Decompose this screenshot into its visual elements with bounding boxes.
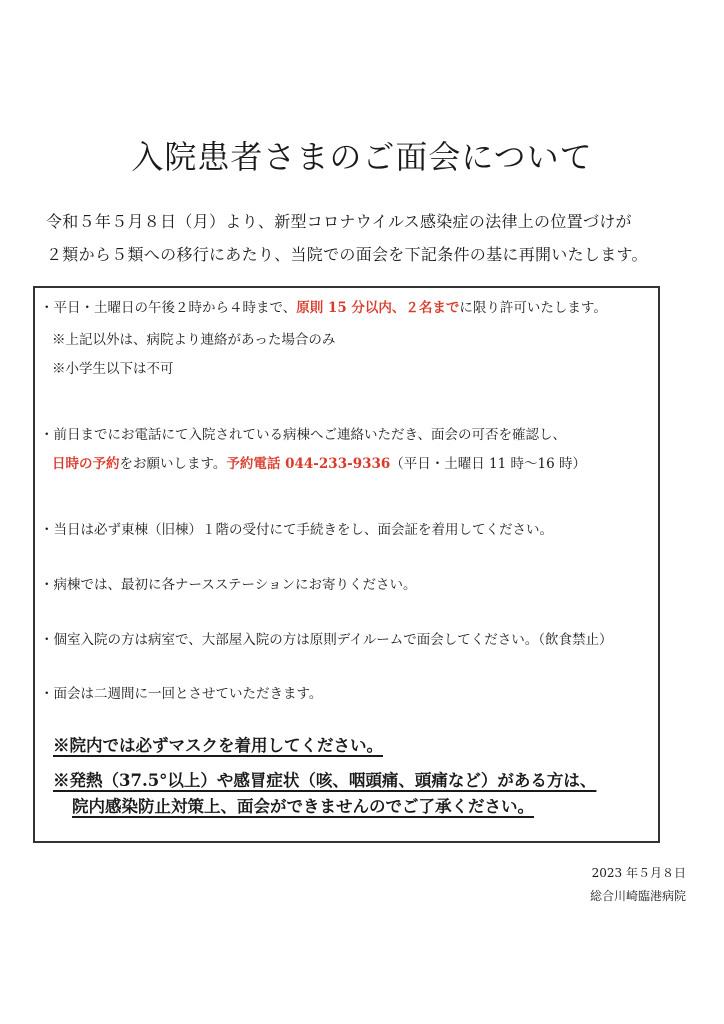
reservation-hours: （平日・土曜日 11 時〜16 時）	[390, 456, 586, 472]
note-hospital-contact: ※上記以外は、病院より連絡があった場合のみ	[52, 332, 336, 348]
page-title: 入院患者さまのご面会について	[131, 138, 593, 176]
condition-visit-location: ・個室入院の方は病室で、大部屋入院の方は原則デイルームで面会してください。（飲食禁止）	[40, 632, 613, 648]
condition-visiting-hours	[40, 301, 607, 315]
note-children: ※小学生以下は不可	[52, 361, 174, 377]
fever-notice-line-2: 院内感染防止対策上、面会ができませんのでご了承ください。	[72, 797, 534, 816]
visiting-hours-text: ・平日・土曜日の午後２時から４時まで、	[40, 300, 297, 316]
condition-nurse-station: ・病棟では、最初に各ナースステーションにお寄りください。	[40, 577, 417, 593]
reservation-highlight: 日時の予約	[52, 456, 120, 472]
footer-hospital: 総合川崎臨港病院	[589, 889, 686, 903]
visiting-limit-highlight: 原則 15 分以内、２名まで	[296, 300, 460, 316]
reservation-request: をお願いします。	[119, 456, 227, 472]
reservation-phone: 予約電話 044-233-9336	[226, 456, 391, 472]
footer-date: 2023 年５月８日	[591, 866, 686, 880]
intro-line-2: ２類から５類への移行にあたり、当院での面会を下記条件の基に再開いたします。	[46, 245, 648, 264]
condition-reservation: ・前日までにお電話にて入院されている病棟へご連絡いただき、面会の可否を確認し、	[40, 427, 566, 443]
fever-notice-line-1: ※発熱（37.5°以上）や感冒症状（咳、咽頭痛、頭痛など）がある方は、	[53, 771, 597, 790]
intro-line-1: 令和５年５月８日（月）より、新型コロナウイルス感染症の法律上の位置づけが	[46, 212, 632, 231]
reservation-line-2	[52, 457, 586, 471]
condition-reception: ・当日は必ず東棟（旧棟）１階の受付にて手続きをし、面会証を着用してください。	[40, 522, 553, 538]
visiting-hours-text-end: に限り許可いたします。	[459, 300, 607, 316]
mask-notice: ※院内では必ずマスクを着用してください。	[53, 736, 383, 755]
condition-frequency: ・面会は二週間に一回とさせていただきます。	[40, 686, 323, 702]
